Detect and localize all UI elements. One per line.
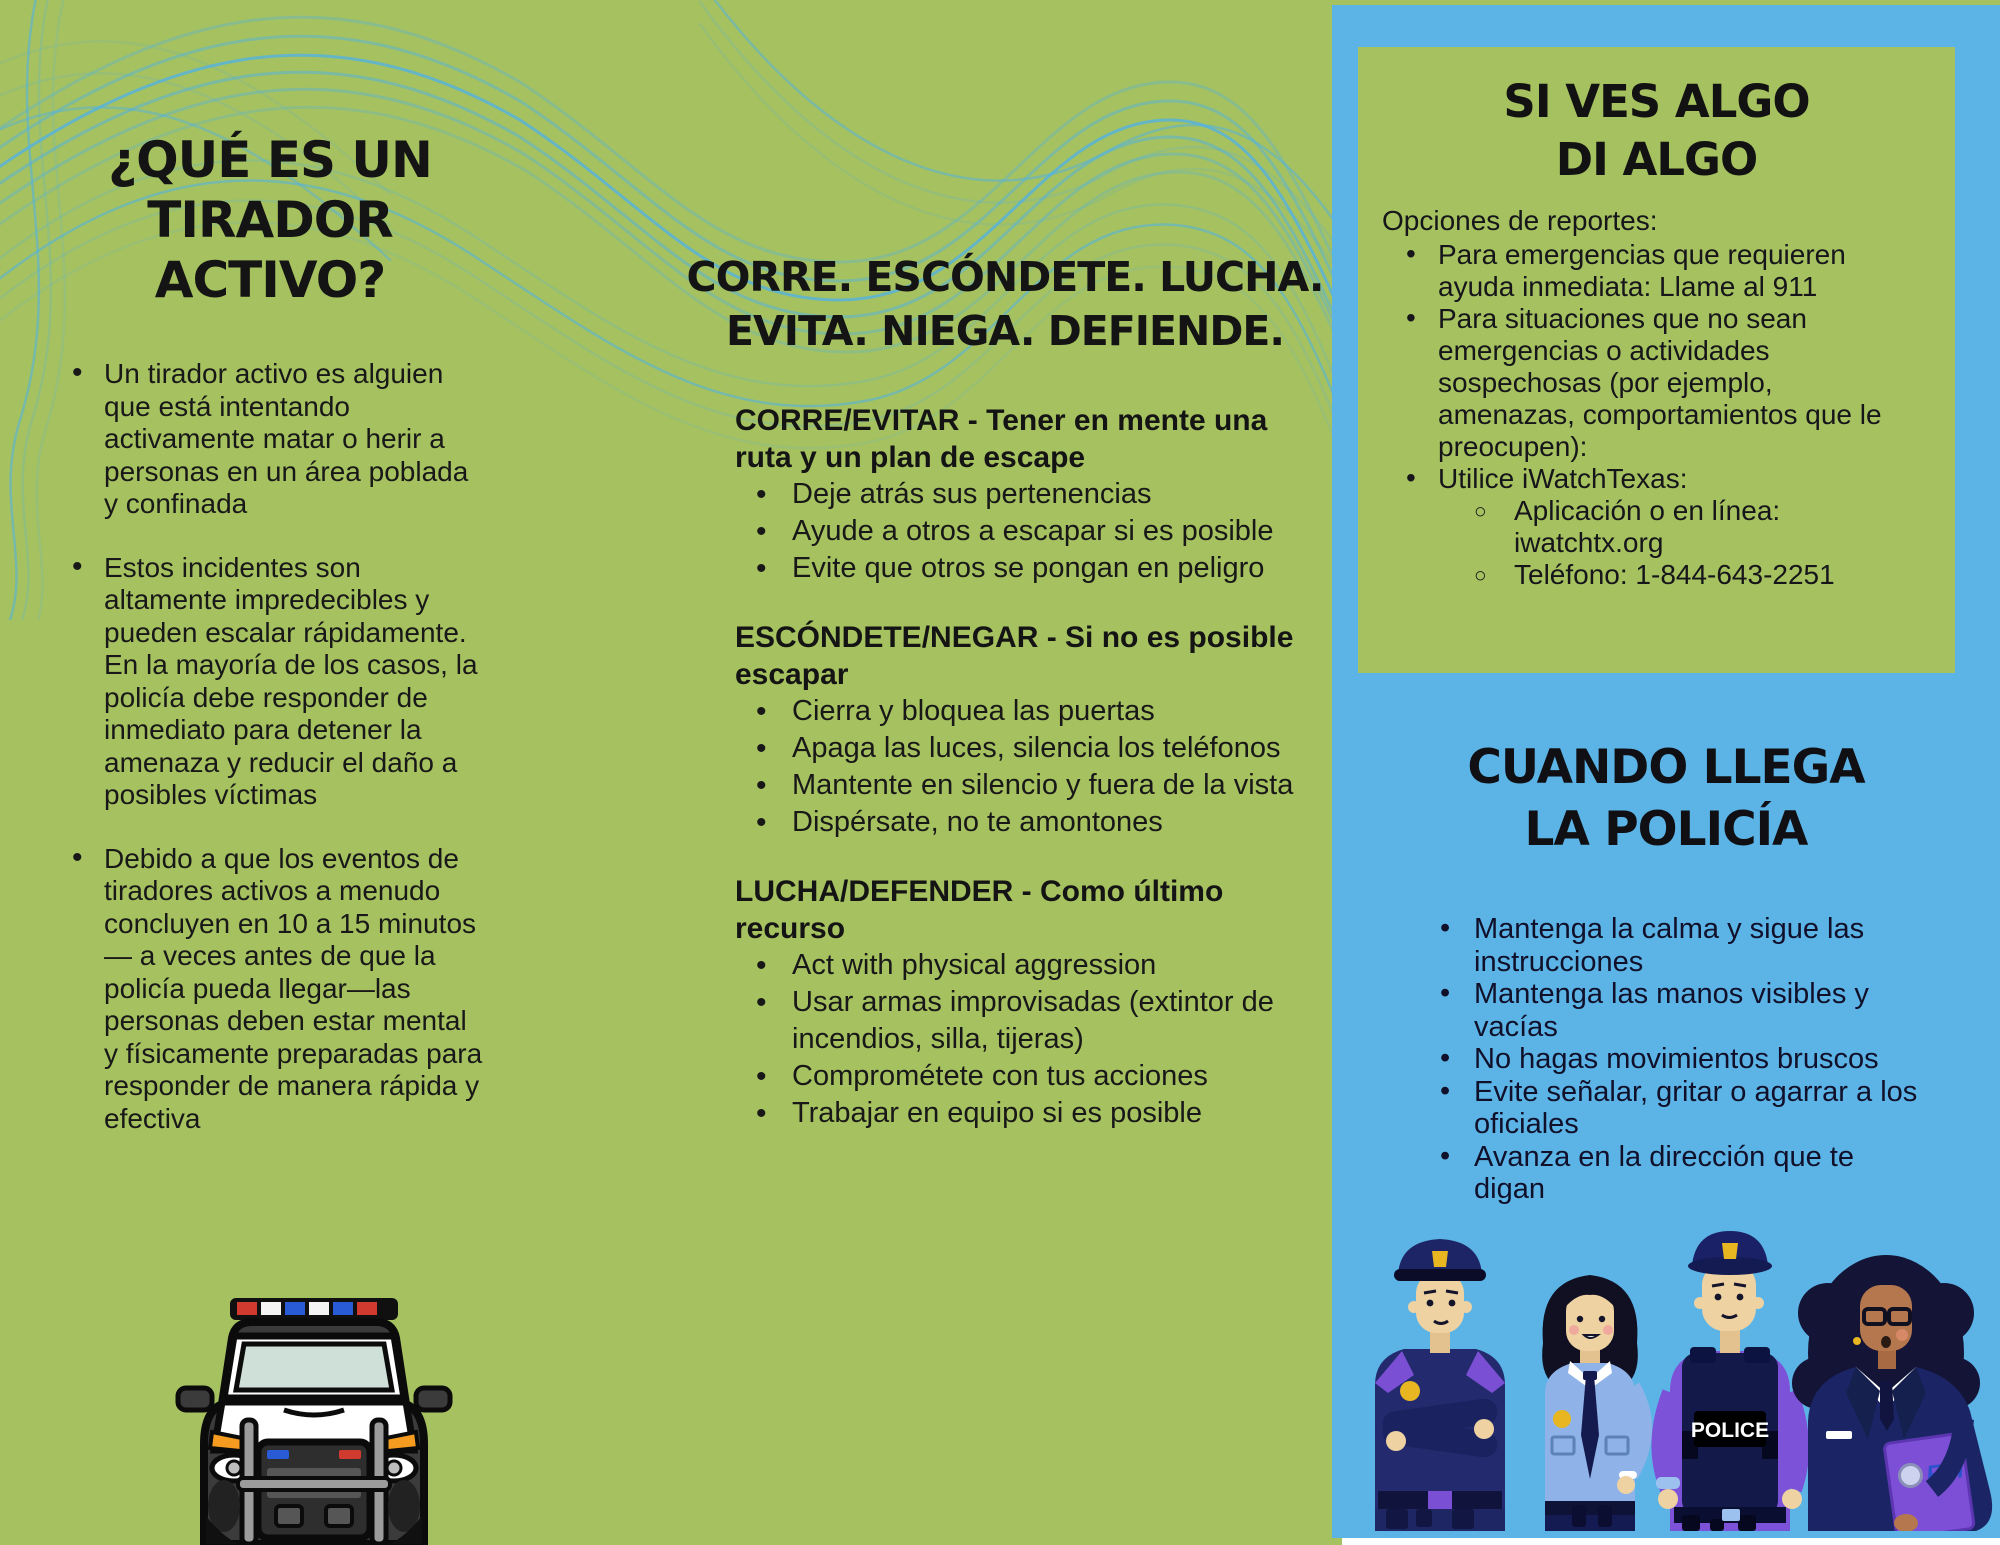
list-item: ○ Teléfono: 1-844-643-2251 <box>1466 559 1914 591</box>
agent-female-fbi <box>1792 1255 1992 1531</box>
list-item: • Estos incidentes son altamente impredecibles y pueden escalar rápidamente. En la mayoría de los casos, la policía debe responder de inmediato para detener la amenaza y reducir el daño a posibles víctimas <box>72 552 484 812</box>
section-heading: LUCHA/DEFENDER - Como último recurso <box>735 875 1224 945</box>
list-item: • Para emergencias que requieren ayuda inmediata: Llame al 911 <box>1392 239 1916 303</box>
left-panel-title <box>30 130 510 310</box>
officer-male-vest <box>1656 1231 1802 1531</box>
section-bullet-list <box>752 947 1330 1132</box>
list-item: • Deje atrás sus pertenencias <box>752 476 1304 513</box>
list-item: • Dispérsate, no te amontones <box>752 804 1304 841</box>
list-item: • Mantenga la calma y sigue las instrucciones <box>1440 913 1920 978</box>
police-officers-illustration <box>1340 1223 2000 1531</box>
left-panel-bullet-list <box>72 358 484 1135</box>
section-lucha-defender <box>680 873 1330 1132</box>
list-item: • Debido a que los eventos de tiradores activos a menudo concluyen en 10 a 15 minutos — a veces antes de que la policía pueda llegar—las personas deben estar mental y físicamente preparadas para responder de manera rápida y efectiva <box>72 843 484 1136</box>
title-line: ¿QUÉ ES UN <box>108 131 432 189</box>
list-item: • Ayude a otros a escapar si es posible <box>752 513 1304 550</box>
report-bullet-list <box>1392 239 1955 591</box>
list-item: • Evite que otros se pongan en peligro <box>752 550 1304 587</box>
title-line: CORRE. ESCÓNDETE. LUCHA. <box>686 253 1324 301</box>
list-item: • Trabajar en equipo si es posible <box>752 1095 1304 1132</box>
police-vest-label: POLICE <box>1690 1419 1770 1442</box>
iwatch-sub-list <box>1466 495 1916 591</box>
section-bullet-list <box>752 476 1330 587</box>
officer-male-cap <box>1375 1239 1505 1531</box>
report-box-title <box>1358 73 1955 189</box>
list-item: • Evite señalar, gritar o agarrar a los oficiales <box>1440 1076 1920 1141</box>
police-section-title <box>1332 737 2000 861</box>
middle-panel-title <box>680 250 1330 358</box>
list-item: • Mantente en silencio y fuera de la vista <box>752 767 1304 804</box>
page-edge-strip <box>1342 1538 2000 1545</box>
section-bullet-list <box>752 693 1330 841</box>
section-corre-evitar <box>680 402 1330 587</box>
list-item: • Comprométete con tus acciones <box>752 1058 1304 1095</box>
list-item: • Mantenga las manos visibles y vacías <box>1440 978 1920 1043</box>
police-bullet-list <box>1440 913 1920 1206</box>
list-item: ○ Aplicación o en línea: iwatchtx.org <box>1466 495 1914 559</box>
middle-panel <box>680 250 1330 1164</box>
list-item-text: Utilice iWatchTexas: <box>1438 463 1688 494</box>
police-car-illustration <box>172 1292 456 1545</box>
list-item: • Usar armas improvisadas (extintor de incendios, silla, tijeras) <box>752 984 1304 1058</box>
list-item: • Avanza en la dirección que te digan <box>1440 1141 1920 1206</box>
right-panel <box>1332 5 2000 1538</box>
title-line: LA POLICÍA <box>1524 802 1808 857</box>
report-options-label: Opciones de reportes: <box>1382 205 1658 236</box>
title-line: TIRADOR <box>147 191 393 249</box>
section-heading: ESCÓNDETE/NEGAR - Si no es posible escapar <box>735 621 1294 691</box>
title-line: DI ALGO <box>1555 133 1758 186</box>
list-item: • Cierra y bloquea las puertas <box>752 693 1304 730</box>
left-panel <box>30 130 510 1166</box>
fbi-folder-label: FBI <box>1924 1456 1965 1488</box>
list-item: • Un tirador activo es alguien que está intentando activamente matar o herir a personas en un área poblada y confinada <box>72 358 484 521</box>
list-item: • Para situaciones que no sean emergencias o actividades sospechosas (por ejemplo, amenazas, comportamientos que le preocupen): <box>1392 303 1916 463</box>
title-line: EVITA. NIEGA. DEFIENDE. <box>726 307 1284 355</box>
report-box <box>1358 47 1955 673</box>
list-item: • Apaga las luces, silencia los teléfonos <box>752 730 1304 767</box>
list-item <box>1392 463 1916 591</box>
title-line: CUANDO LLEGA <box>1467 740 1865 795</box>
section-escondete-negar <box>680 619 1330 841</box>
title-line: SI VES ALGO <box>1503 75 1810 128</box>
section-heading: CORRE/EVITAR - Tener en mente una ruta y un plan de escape <box>735 404 1268 474</box>
list-item: • No hagas movimientos bruscos <box>1440 1043 1920 1076</box>
title-line: ACTIVO? <box>154 251 386 309</box>
list-item: • Act with physical aggression <box>752 947 1304 984</box>
officer-female <box>1542 1275 1643 1531</box>
